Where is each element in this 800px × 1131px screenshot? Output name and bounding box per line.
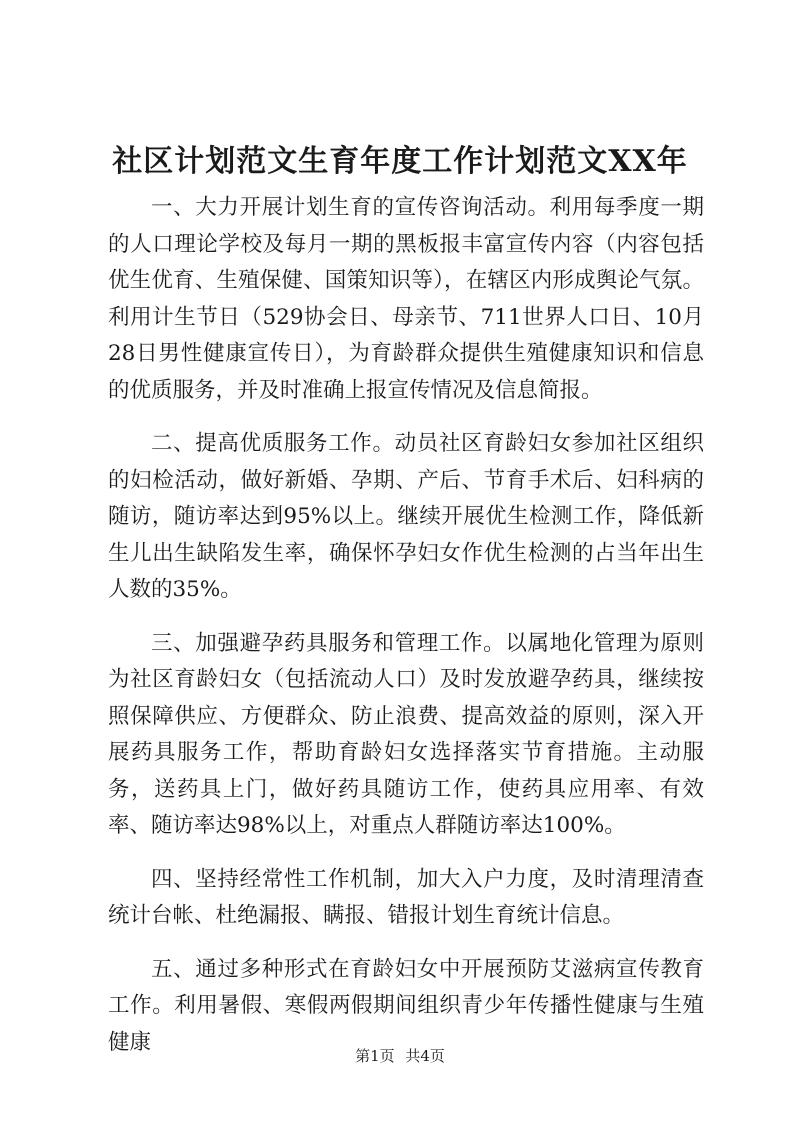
page-number: 第1页	[355, 1047, 395, 1065]
paragraph-work-mechanism: 四、坚持经常性工作机制，加大入户力度，及时清理清查统计台帐、杜绝漏报、瞒报、错报计划生育统计信息。	[108, 866, 704, 928]
paragraph-publicity: 一、大力开展计划生育的宣传咨询活动。利用每季度一期的人口理论学校及每月一期的黑板报丰富宣传内容（内容包括优生优育、生殖保健、国策知识等），在辖区内形成舆论气氛。利用计生节日（529协会日、母亲节、711世界人口日、10月28日男性健康宣传日），为育龄群众提供生殖健康知识和信息的优质服务，并及时准确上报宣传情况及信息简报。	[108, 195, 704, 403]
document-title: 社区计划范文生育年度工作计划范文XX年	[112, 144, 688, 179]
paragraph-aids-prevention: 五、通过多种形式在育龄妇女中开展预防艾滋病宣传教育工作。利用暑假、寒假两假期间组织青少年传播性健康与生殖健康	[108, 956, 704, 1055]
page-total: 共4页	[405, 1047, 445, 1065]
paragraph-quality-service: 二、提高优质服务工作。动员社区育龄妇女参加社区组织的妇检活动，做好新婚、孕期、产后、节育手术后、妇科病的随访，随访率达到95%以上。继续开展优生检测工作，降低新生儿出生缺陷发生率，确保怀孕妇女作优生检测的占当年出生人数的35%。	[108, 431, 704, 602]
paragraph-contraceptive-service: 三、加强避孕药具服务和管理工作。以属地化管理为原则为社区育龄妇女（包括流动人口）及时发放避孕药具，继续按照保障供应、方便群众、防止浪费、提高效益的原则，深入开展药具服务工作，帮助育龄妇女选择落实节育措施。主动服务，送药具上门，做好药具随访工作，使药具应用率、有效率、随访率达98%以上，对重点人群随访率达100%。	[108, 630, 704, 838]
document-body	[108, 190, 704, 1078]
page-footer	[0, 1045, 800, 1066]
